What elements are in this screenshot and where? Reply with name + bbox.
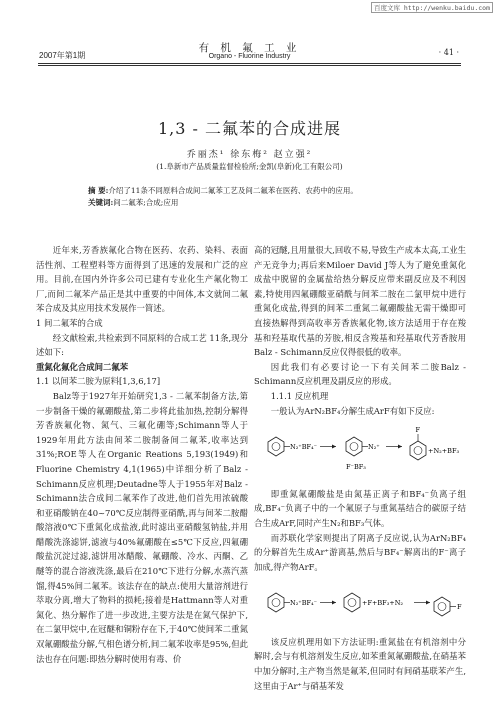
header-rule-2 xyxy=(38,65,461,66)
paper-title: 1,3 - 二氟苯的合成进展 xyxy=(157,119,342,138)
watermark: 百度文库 http://wenku.baidu.com xyxy=(371,2,493,13)
abstract-label: 摘 要: xyxy=(88,186,109,195)
benzene-ring xyxy=(344,593,360,612)
affiliation: (1.阜新市产品质量监督检验所;金凯(阜新)化工有限公司) xyxy=(156,162,343,171)
benzene-ring xyxy=(434,597,450,616)
diazonium-cation: N₂⁺ xyxy=(368,443,380,452)
reaction-equation-2 xyxy=(254,580,466,624)
paragraph: 而苏联化学家则提出了阴离子反应说,认为ArN₂BF₄的分解首先生成Ar⁺游离基,然后与BF₄⁻解离出的F⁻离子加成,得产物ArF。 xyxy=(254,532,466,572)
benzene-ring xyxy=(346,437,362,456)
paragraph: 即重氮氟硼酸盐是由氮基正离子和BF₄⁻负离子组成,BF₄⁻负离子中的一个氟原子与重氮基结合的碳原子结合生成ArF,同时产生N₂和BF₃气体。 xyxy=(254,488,466,528)
paragraph: 高的冠醚,且用量很大,回收不易,导致生产成本太高,工业生产无竞争力;再后来Miloer David J等人为了避免重氮化成盐中脱留的金属盐给热分解反应带来副反应及不利因素,特使用四氟硼酸亚硝酰与间苯二胺在二氯甲烷中进行重氮化成盐,得到的间苯二重氮二氟硼酸盐无需干燥即可直接热解得到高收率芳香族氟化物,该方法适用于存在羧基和羟基取代基的芳胺,相反含羧基和羟基取代芳香胺用Balz - Schimann反应仅得很低的收率。 xyxy=(254,245,466,358)
left-column xyxy=(36,243,248,666)
paragraph: 因此我们有必要讨论一下有关间苯二胺Balz - Schimann反应机理及副反应的形成。 xyxy=(254,361,466,387)
benzene-ring xyxy=(268,593,284,612)
benzene-ring xyxy=(410,441,426,460)
byproducts: +F+BF₃+N₂ xyxy=(362,599,404,608)
page-number: · 41 · xyxy=(438,48,459,57)
benzene-ring xyxy=(268,437,284,456)
paragraph: 一般认为ArN₂BF₄分解生成ArF有如下反应: xyxy=(270,405,435,416)
keywords-text: 间二氟苯;合成;应用 xyxy=(113,198,179,207)
reaction-equation-1 xyxy=(254,424,466,476)
abstract-text: 介绍了11条不同原料合成间二氟苯工艺及间二氟苯在医药、农药中的应用。 xyxy=(108,186,358,195)
keywords-label: 关键词: xyxy=(88,198,114,207)
tetrafluoroborate-anion: F⁻BF₃ xyxy=(346,463,366,472)
journal-title-cn: 有 机 氟 工 业 xyxy=(198,42,301,54)
section-heading-1-1: 1.1 以间苯二胺为原料[1,3,6,17] xyxy=(36,376,161,387)
diazonium-salt: N₂⁺BF₄⁻ xyxy=(290,443,318,452)
intro-paragraph: 近年来,芳香族氟化合物在医药、农药、染料、表面活性剂、工程塑料等方面得到了迅速的发展和广泛的应用。目前,在国内外许多公司已建有专业化生产氟化物工厂,而间二氟苯产品正是其中重要的中间体,本文就间二氟苯合成及其应用技术发展作一简述。 xyxy=(36,245,248,314)
issue-label: 2007年第1期 xyxy=(39,51,86,60)
paragraph: Balz等于1927年开始研究1,3 - 二氟苯制备方法,第一步制备干燥的氟硼酸盐,第二步将此盐加热,控制分解得芳香族氟化物、氮气、三氟化硼等;Schimann等人于1929年用此方法由间苯二胺制备间二氟苯,收率达到31%;ROE等人在Organic Reations 5,193(1949)和Fluorine Chemistry 4,1(1965)中详细分析了Balz - Schimann反应机理;Deutadne等人于1955年对Balz - Schimann法合成间二氟苯作了改进,他们首先用浓硫酸和亚硝酸钠在40~70℃反应制得亚硝酰,再与间苯二胺醋酸溶液0℃下重氮化成盐液,此时滤出亚硝酸氢钠盐,并用醋酸洗涤滤饼,滤液与40%氟硼酸在≤5℃下反应,四氟硼酸盐沉淀过滤,滤饼用冰醋酸、氟硼酸、冷水、丙酮、乙醚等的混合溶液洗涤,最后在210℃下进行分解,水蒸汽蒸馏,得45%间二氟苯。该法存在的缺点:使用大量溶剂进行萃取分离,增大了物料的损耗;接着是Hattmann等人对重氮化、热分解作了进一步改进,主要方法是在氮气保护下,在二氯甲烷中,在冠醚和铜粉存在下,于40℃使间苯二重氮双氟硼酸盐分解,气相色谱分析,间二氟苯收率是95%,但此法也存在问题:即热分解时使用有毒、价 xyxy=(36,390,248,664)
abstract xyxy=(88,185,448,196)
authors: 乔丽杰¹ 徐东梅² 赵立强² xyxy=(186,150,313,160)
fluorine-atom: F xyxy=(457,603,462,612)
fluorine-atom: F xyxy=(415,426,421,435)
byproducts: +N₂+BF₃ xyxy=(428,447,460,456)
paragraph: 该反应机理用如下方法证明:重氮盐在有机溶剂中分解时,会与有机溶剂发生反应,如苯重氮氟硼酸盐,在硝基苯中加分解时,主产物当然是氟苯,但同时有间硝基联苯产生,这里由于Ar⁺与硝基苯发 xyxy=(254,636,466,691)
journal-title-en: Organo - Fluorine Industry xyxy=(208,53,291,60)
header-rule xyxy=(38,63,461,64)
section-heading-1: 1 间二氟苯的合成 xyxy=(36,317,103,328)
keywords xyxy=(88,197,448,208)
paragraph: 经文献检索,共检索到不同原料的合成工艺 11条,现分述如下: xyxy=(36,332,248,358)
section-heading-diazotization: 重氮化氟化合成间二氟苯 xyxy=(36,361,129,372)
aromatic-circle xyxy=(272,443,280,451)
diazonium-salt: N₂⁺BF₄⁻ xyxy=(290,599,318,608)
section-heading-1-1-1: 1.1.1 反应机理 xyxy=(270,390,329,401)
right-column xyxy=(254,243,466,693)
